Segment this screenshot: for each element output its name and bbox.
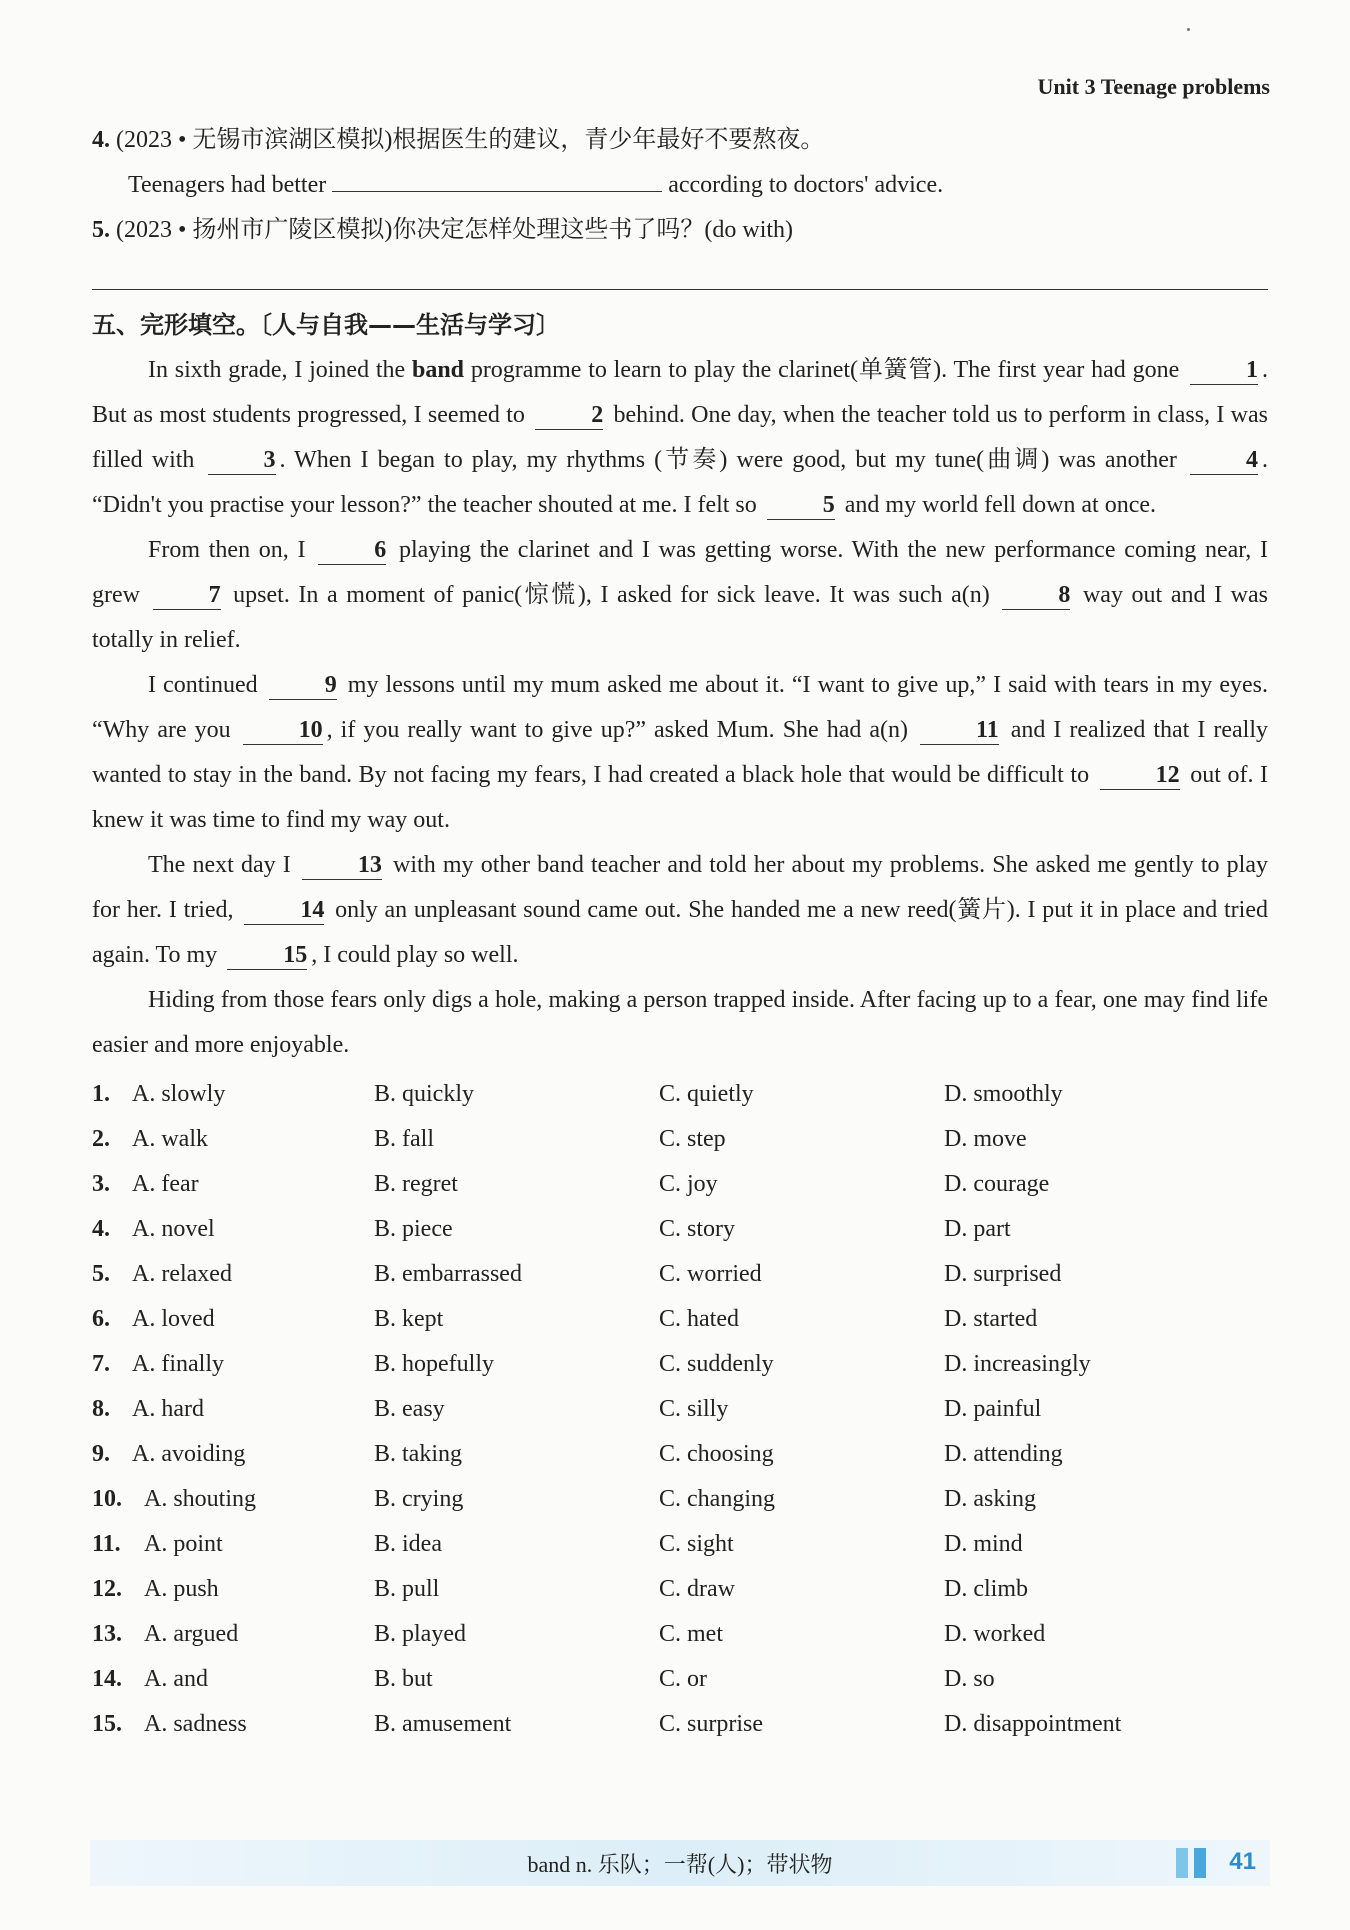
question-5 xyxy=(92,208,1268,253)
bold-word: band xyxy=(411,357,465,383)
option-number: 5. xyxy=(92,1261,110,1287)
option-d[interactable]: D. courage xyxy=(944,1171,1050,1197)
question-4 xyxy=(92,118,1268,163)
option-number: 7. xyxy=(92,1351,110,1377)
option-b[interactable]: B. played xyxy=(374,1621,466,1647)
option-c[interactable]: C. worried xyxy=(659,1261,762,1287)
option-c[interactable]: C. choosing xyxy=(659,1441,774,1467)
option-a[interactable]: A. argued xyxy=(144,1621,239,1647)
text: The next day I xyxy=(148,852,298,878)
text: way out and I was totally in relief. xyxy=(92,582,1268,653)
paragraph-2 xyxy=(92,528,1268,663)
option-row xyxy=(92,1297,1268,1342)
option-c[interactable]: C. suddenly xyxy=(659,1351,774,1377)
option-b[interactable]: B. kept xyxy=(374,1306,444,1332)
option-number: 11. xyxy=(92,1531,121,1557)
blank-5[interactable]: 5 xyxy=(767,491,835,520)
text: I continued xyxy=(148,672,265,698)
blank-14[interactable]: 14 xyxy=(244,896,324,925)
footer-band xyxy=(90,1840,1270,1886)
option-d[interactable]: D. started xyxy=(944,1306,1038,1332)
option-number: 14. xyxy=(92,1666,122,1692)
text: upset. In a moment of panic(惊慌), I asked for sick leave. It was such a(n) xyxy=(224,582,999,608)
option-number: 1. xyxy=(92,1081,110,1107)
option-b[interactable]: B. hopefully xyxy=(374,1351,494,1377)
option-number: 6. xyxy=(92,1306,110,1332)
option-d[interactable]: D. worked xyxy=(944,1621,1046,1647)
option-a[interactable]: A. walk xyxy=(132,1126,208,1152)
text: behind. One day, when the teacher told us to perform in class, I was filled with xyxy=(92,402,1268,473)
text: out of. I knew it was time to find my way out. xyxy=(92,762,1268,833)
option-b[interactable]: B. easy xyxy=(374,1396,445,1422)
option-d[interactable]: D. asking xyxy=(944,1486,1036,1512)
option-c[interactable]: C. draw xyxy=(659,1576,735,1602)
option-c[interactable]: C. sight xyxy=(659,1531,734,1557)
option-number: 2. xyxy=(92,1126,110,1152)
option-c[interactable]: C. hated xyxy=(659,1306,739,1332)
option-row xyxy=(92,1252,1268,1297)
text: , I could play so well. xyxy=(311,942,519,968)
blank-7[interactable]: 7 xyxy=(153,581,221,610)
option-c[interactable]: C. joy xyxy=(659,1171,718,1197)
text: only an unpleasant sound came out. She handed me a new reed(簧片). I put it in place and tried again. To my xyxy=(92,897,1268,968)
option-c[interactable]: C. quietly xyxy=(659,1081,754,1107)
text: with my other band teacher and told her about my problems. She asked me gently to play for her. I tried, xyxy=(92,852,1269,923)
option-row xyxy=(92,1432,1268,1477)
option-a[interactable]: A. relaxed xyxy=(132,1261,232,1287)
text: and I realized that I really wanted to stay in the band. By not facing my fears, I had created a black hole that would be difficult to xyxy=(92,717,1268,788)
text: , if you really want to give up?” asked Mum. She had a(n) xyxy=(326,717,917,743)
option-row xyxy=(92,1162,1268,1207)
option-row xyxy=(92,1387,1268,1432)
page-number: 41 xyxy=(1229,1848,1256,1875)
option-d[interactable]: D. so xyxy=(944,1666,995,1692)
blank-2[interactable]: 2 xyxy=(535,401,603,430)
option-row xyxy=(92,1117,1268,1162)
option-b[interactable]: B. taking xyxy=(374,1441,462,1467)
unit-header: Unit 3 Teenage problems xyxy=(1037,74,1270,99)
option-a[interactable]: A. hard xyxy=(132,1396,204,1422)
option-b[interactable]: B. amusement xyxy=(374,1711,512,1737)
text: playing the clarinet and I was getting worse. With the new performance coming near, I grew xyxy=(92,537,1269,608)
blank-15[interactable]: 15 xyxy=(227,941,307,970)
text: . When I began to play, my rhythms (节奏) were good, but my tune(曲调) was another xyxy=(279,447,1186,473)
cloze-passage xyxy=(92,348,1268,1068)
option-number: 13. xyxy=(92,1621,122,1647)
option-d[interactable]: D. increasingly xyxy=(944,1351,1091,1377)
option-c[interactable]: C. step xyxy=(659,1126,726,1152)
blank-12[interactable]: 12 xyxy=(1100,761,1180,790)
blank-10[interactable]: 10 xyxy=(243,716,323,745)
option-row xyxy=(92,1522,1268,1567)
bar-mark xyxy=(1194,1848,1206,1878)
question-4-sentence xyxy=(92,163,1268,208)
option-b[interactable]: B. regret xyxy=(374,1171,458,1197)
text: From then on, I xyxy=(148,537,315,563)
option-a[interactable]: A. fear xyxy=(132,1171,199,1197)
bar-mark xyxy=(1176,1848,1188,1878)
footer-bars xyxy=(1176,1848,1206,1878)
option-b[interactable]: B. pull xyxy=(374,1576,440,1602)
blank-4[interactable]: 4 xyxy=(1190,446,1258,475)
blank-1[interactable]: 1 xyxy=(1190,356,1258,385)
blank-9[interactable]: 9 xyxy=(269,671,337,700)
option-d[interactable]: D. climb xyxy=(944,1576,1028,1602)
paragraph-3 xyxy=(92,663,1268,843)
text: In sixth grade, I joined the xyxy=(148,357,412,383)
text: my lessons until my mum asked me about it. “I want to give up,” I said with tears in my eyes. “Why are you xyxy=(92,672,1268,743)
option-row xyxy=(92,1567,1268,1612)
paragraph-1 xyxy=(92,348,1268,528)
option-row xyxy=(92,1657,1268,1702)
option-b[interactable]: B. but xyxy=(374,1666,433,1692)
option-number: 9. xyxy=(92,1441,110,1467)
option-d[interactable]: D. move xyxy=(944,1126,1027,1152)
blank-8[interactable]: 8 xyxy=(1002,581,1070,610)
option-a[interactable]: A. novel xyxy=(132,1216,215,1242)
option-a[interactable]: A. and xyxy=(144,1666,208,1692)
option-d[interactable]: D. attending xyxy=(944,1441,1063,1467)
option-a[interactable]: A. point xyxy=(144,1531,223,1557)
page-content xyxy=(92,118,1268,1747)
paragraph-4 xyxy=(92,843,1268,978)
vocab-note: band n. 乐队；一帮(人)；带状物 xyxy=(527,1852,833,1877)
option-d[interactable]: D. painful xyxy=(944,1396,1042,1422)
option-b[interactable]: B. idea xyxy=(374,1531,442,1557)
text: . But as most students progressed, I seemed to xyxy=(92,357,1269,428)
option-row xyxy=(92,1702,1268,1747)
paragraph-5: Hiding from those fears only digs a hole, making a person trapped inside. After facing up to a fear, one may find life easier and more enjoyable. xyxy=(92,987,1268,1058)
text: . “Didn't you practise your lesson?” the teacher shouted at me. I felt so xyxy=(92,447,1268,518)
option-d[interactable]: D. surprised xyxy=(944,1261,1062,1287)
option-number: 3. xyxy=(92,1171,110,1197)
option-c[interactable]: C. changing xyxy=(659,1486,775,1512)
blank-3[interactable]: 3 xyxy=(208,446,276,475)
option-d[interactable]: D. smoothly xyxy=(944,1081,1063,1107)
option-number: 15. xyxy=(92,1711,122,1737)
option-d[interactable]: D. mind xyxy=(944,1531,1023,1557)
answer-blank[interactable] xyxy=(332,163,662,192)
text: programme to learn to play the clarinet(单簧管). The first year had gone xyxy=(464,357,1187,383)
option-d[interactable]: D. disappointment xyxy=(944,1711,1122,1737)
option-a[interactable]: A. avoiding xyxy=(132,1441,246,1467)
answer-options xyxy=(92,1072,1268,1747)
option-row xyxy=(92,1342,1268,1387)
question-number: 4. xyxy=(92,127,110,153)
option-row xyxy=(92,1207,1268,1252)
option-d[interactable]: D. part xyxy=(944,1216,1011,1242)
option-a[interactable]: A. sadness xyxy=(144,1711,247,1737)
answer-line[interactable] xyxy=(92,253,1268,290)
question-prompt: (2023 • 扬州市广陵区模拟)你决定怎样处理这些书了吗？(do with) xyxy=(116,217,794,243)
option-row xyxy=(92,1477,1268,1522)
sentence-start: Teenagers had better xyxy=(128,172,327,198)
option-c[interactable]: C. met xyxy=(659,1621,723,1647)
option-row xyxy=(92,1072,1268,1117)
option-b[interactable]: B. fall xyxy=(374,1126,434,1152)
option-b[interactable]: B. crying xyxy=(374,1486,464,1512)
question-number: 5. xyxy=(92,217,110,243)
option-b[interactable]: B. quickly xyxy=(374,1081,474,1107)
option-c[interactable]: C. or xyxy=(659,1666,707,1692)
option-b[interactable]: B. embarrassed xyxy=(374,1261,522,1287)
option-a[interactable]: A. shouting xyxy=(144,1486,257,1512)
blank-6[interactable]: 6 xyxy=(318,536,386,565)
text: and my world fell down at once. xyxy=(838,492,1157,518)
option-a[interactable]: A. finally xyxy=(132,1351,224,1377)
option-number: 8. xyxy=(92,1396,110,1422)
blank-11[interactable]: 11 xyxy=(920,716,999,745)
section-title: 五、完形填空。〔人与自我——生活与学习〕 xyxy=(92,311,560,339)
option-b[interactable]: B. piece xyxy=(374,1216,453,1242)
speck xyxy=(1187,28,1190,31)
option-c[interactable]: C. surprise xyxy=(659,1711,763,1737)
option-c[interactable]: C. story xyxy=(659,1216,736,1242)
option-a[interactable]: A. loved xyxy=(132,1306,215,1332)
option-number: 12. xyxy=(92,1576,122,1602)
question-prompt: (2023 • 无锡市滨湖区模拟)根据医生的建议，青少年最好不要熬夜。 xyxy=(116,127,825,153)
option-row xyxy=(92,1612,1268,1657)
option-c[interactable]: C. silly xyxy=(659,1396,729,1422)
blank-13[interactable]: 13 xyxy=(302,851,382,880)
option-number: 10. xyxy=(92,1486,122,1512)
sentence-end: according to doctors' advice. xyxy=(668,172,944,198)
option-a[interactable]: A. slowly xyxy=(132,1081,226,1107)
option-number: 4. xyxy=(92,1216,110,1242)
option-a[interactable]: A. push xyxy=(144,1576,219,1602)
